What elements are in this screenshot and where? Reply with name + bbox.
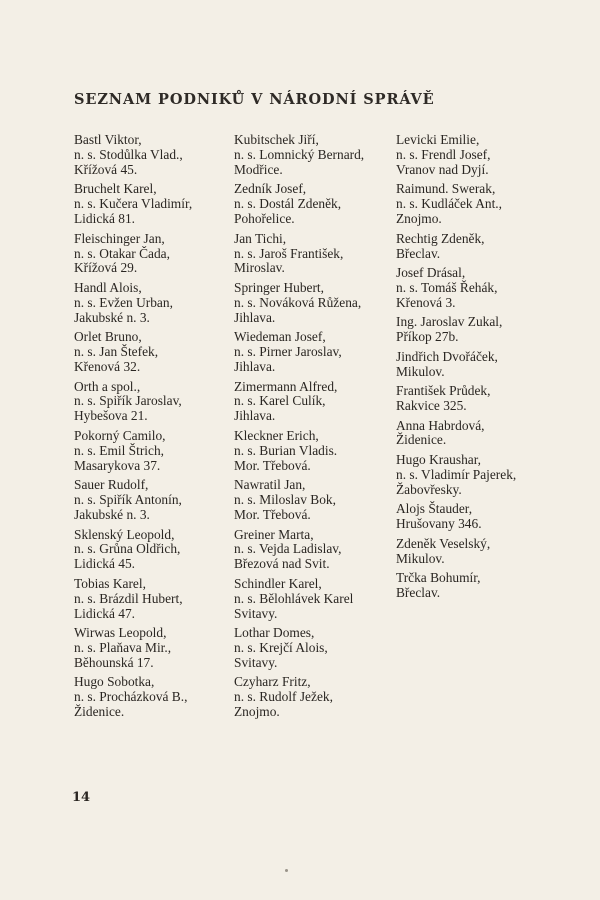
list-item: [234, 577, 392, 622]
enterprise-detail-line: n. s. Pirner Jaroslav,: [234, 344, 342, 360]
enterprise-detail-line: n. s. Bělohlávek Karel: [234, 590, 354, 606]
enterprise-detail-line: n. s. Brázdil Hubert,: [74, 590, 183, 606]
enterprise-detail-line: Mikulov.: [396, 550, 445, 566]
enterprise-detail-line: Mikulov.: [396, 363, 445, 379]
enterprise-name: Handl Alois,: [74, 279, 142, 295]
enterprise-detail-line: Jakubské n. 3.: [74, 507, 150, 522]
enterprise-detail-line: Rakvice 325.: [396, 398, 467, 414]
list-item: [396, 232, 556, 262]
enterprise-detail-line: Modřice.: [234, 161, 283, 177]
enterprise-name: Schindler Karel,: [234, 575, 322, 591]
enterprise-name: Levicki Emilie,: [396, 132, 480, 147]
enterprise-detail-line: n. s. Plaňava Mir.,: [74, 640, 172, 656]
enterprise-detail-line: Židenice.: [396, 432, 447, 448]
enterprise-detail-line: Vranov nad Dyjí.: [396, 161, 489, 177]
enterprise-name: Ing. Jaroslav Zukal,: [396, 314, 503, 330]
enterprise-detail-line: n. s. Jaroš František,: [234, 245, 344, 261]
enterprise-name: Orth a spol.,: [74, 378, 141, 394]
enterprise-detail-line: Březová nad Svit.: [234, 556, 330, 572]
list-column-2: [234, 133, 392, 725]
list-item: [74, 133, 224, 178]
enterprise-name: Lothar Domes,: [234, 625, 315, 641]
enterprise-detail-line: Lidická 81.: [74, 211, 135, 227]
enterprise-detail-line: Příkop 27b.: [396, 329, 459, 345]
enterprise-name: Rechtig Zdeněk,: [396, 230, 485, 246]
enterprise-name: Springer Hubert,: [234, 279, 324, 295]
enterprise-name: Raimund. Swerak,: [396, 181, 496, 197]
list-item: [234, 232, 392, 277]
enterprise-detail-line: n. s. Spiřík Antonín,: [74, 492, 182, 508]
enterprise-detail-line: Hybešova 21.: [74, 408, 148, 424]
list-item: [234, 380, 392, 425]
list-item: [396, 384, 556, 414]
list-item: [396, 419, 556, 449]
list-item: [396, 453, 556, 498]
enterprise-name: Sklenský Leopold,: [74, 526, 175, 542]
list-item: [74, 429, 224, 474]
enterprise-name: Trčka Bohumír,: [396, 570, 481, 586]
enterprise-detail-line: n. s. Spiřík Jaroslav,: [74, 393, 182, 409]
enterprise-name: Czyharz Fritz,: [234, 674, 311, 690]
enterprise-name: Alojs Štauder,: [396, 501, 473, 517]
enterprise-detail-line: Lidická 45.: [74, 556, 135, 572]
enterprise-detail-line: Břeclav.: [396, 585, 441, 600]
enterprise-detail-line: n. s. Dostál Zdeněk,: [234, 196, 342, 212]
enterprise-detail-line: n. s. Grůna Oldřich,: [74, 541, 181, 557]
list-item: [234, 675, 392, 720]
enterprise-detail-line: n. s. Emil Štrich,: [74, 442, 165, 458]
enterprise-detail-line: Křenová 32.: [74, 359, 141, 375]
list-item: [396, 350, 556, 380]
enterprise-detail-line: Jakubské n. 3.: [74, 309, 150, 325]
list-column-3: [396, 133, 556, 606]
enterprise-detail-line: Jihlava.: [234, 309, 276, 325]
list-item: [74, 281, 224, 326]
enterprise-name: Wirwas Leopold,: [74, 625, 167, 641]
enterprise-name: Sauer Rudolf,: [74, 477, 149, 493]
enterprise-detail-line: Jihlava.: [234, 408, 276, 424]
enterprise-name: Zimermann Alfred,: [234, 378, 338, 394]
list-item: [396, 315, 556, 345]
enterprise-detail-line: n. s. Krejčí Alois,: [234, 640, 328, 656]
enterprise-name: Bastl Viktor,: [74, 132, 142, 147]
list-item: [234, 429, 392, 474]
paper-speck: [285, 869, 288, 872]
list-item: [74, 577, 224, 622]
enterprise-detail-line: Křenová 3.: [396, 294, 456, 310]
list-item: [74, 478, 224, 523]
enterprise-name: Tobias Karel,: [74, 575, 146, 591]
enterprise-detail-line: n. s. Frendl Josef,: [396, 146, 491, 162]
page-number: 14: [72, 790, 91, 805]
enterprise-detail-line: Znojmo.: [234, 704, 280, 720]
enterprise-name: Anna Habrdová,: [396, 417, 485, 433]
enterprise-name: Bruchelt Karel,: [74, 181, 157, 197]
list-item: [74, 528, 224, 573]
enterprise-detail-line: n. s. Stodůlka Vlad.,: [74, 146, 183, 162]
list-item: [74, 330, 224, 375]
enterprise-name: Josef Drásal,: [396, 265, 466, 281]
list-item: [234, 478, 392, 523]
list-item: [234, 626, 392, 671]
enterprise-name: František Průdek,: [396, 383, 491, 399]
enterprise-name: Greiner Marta,: [234, 526, 314, 542]
enterprise-detail-line: Lidická 47.: [74, 605, 135, 621]
enterprise-detail-line: Mor. Třebová.: [234, 457, 311, 473]
enterprise-detail-line: Běhounská 17.: [74, 654, 154, 670]
list-item: [396, 266, 556, 311]
list-item: [234, 330, 392, 375]
enterprise-name: Jan Tichi,: [234, 230, 287, 246]
enterprise-detail-line: Křížová 45.: [74, 161, 138, 177]
enterprise-detail-line: n. s. Procházková B.,: [74, 689, 188, 705]
enterprise-name: Pokorný Camilo,: [74, 427, 166, 443]
enterprise-detail-line: Mor. Třebová.: [234, 507, 311, 522]
enterprise-detail-line: Masarykova 37.: [74, 457, 161, 473]
enterprise-detail-line: n. s. Nováková Růžena,: [234, 294, 362, 310]
enterprise-name: Zedník Josef,: [234, 181, 307, 197]
enterprise-detail-line: Jihlava.: [234, 359, 276, 375]
list-item: [234, 133, 392, 178]
list-item: [396, 537, 556, 567]
enterprise-detail-line: Hrušovany 346.: [396, 516, 482, 532]
enterprise-detail-line: n. s. Miloslav Bok,: [234, 492, 336, 508]
enterprise-name: Zdeněk Veselský,: [396, 535, 491, 551]
enterprise-name: Nawratil Jan,: [234, 477, 306, 493]
enterprise-detail-line: n. s. Otakar Čada,: [74, 245, 170, 261]
enterprise-detail-line: Svitavy.: [234, 654, 278, 670]
list-item: [74, 232, 224, 277]
list-item: [396, 502, 556, 532]
enterprise-name: Jindřich Dvořáček,: [396, 348, 498, 364]
enterprise-name: Orlet Bruno,: [74, 329, 142, 345]
enterprise-detail-line: n. s. Kučera Vladimír,: [74, 196, 193, 212]
enterprise-detail-line: Židenice.: [74, 704, 125, 720]
enterprise-detail-line: Miroslav.: [234, 260, 285, 276]
list-item: [74, 626, 224, 671]
enterprise-detail-line: Křížová 29.: [74, 260, 138, 276]
enterprise-detail-line: n. s. Evžen Urban,: [74, 294, 173, 310]
enterprise-detail-line: Znojmo.: [396, 211, 442, 227]
enterprise-detail-line: Svitavy.: [234, 605, 278, 621]
enterprise-detail-line: Žabovřesky.: [396, 481, 462, 497]
list-item: [74, 380, 224, 425]
enterprise-detail-line: n. s. Vejda Ladislav,: [234, 541, 342, 557]
enterprise-name: Fleischinger Jan,: [74, 230, 165, 246]
list-item: [234, 182, 392, 227]
enterprise-detail-line: n. s. Vladimír Pajerek,: [396, 466, 517, 482]
enterprise-name: Hugo Sobotka,: [74, 674, 155, 690]
enterprise-detail-line: n. s. Jan Štefek,: [74, 344, 159, 360]
enterprise-name: Hugo Kraushar,: [396, 451, 481, 467]
enterprise-name: Kleckner Erich,: [234, 427, 319, 443]
enterprise-detail-line: Břeclav.: [396, 245, 441, 261]
enterprise-detail-line: n. s. Kudláček Ant.,: [396, 196, 502, 212]
list-item: [396, 571, 556, 601]
list-item: [234, 528, 392, 573]
enterprise-detail-line: n. s. Tomáš Řehák,: [396, 279, 498, 295]
list-item: [234, 281, 392, 326]
list-item: [74, 182, 224, 227]
enterprise-detail-line: Pohořelice.: [234, 211, 295, 227]
list-item: [396, 133, 556, 178]
page-title: SEZNAM PODNIKŮ V NÁRODNÍ SPRÁVĚ: [74, 91, 435, 108]
list-column-1: [74, 133, 224, 725]
enterprise-detail-line: n. s. Rudolf Ježek,: [234, 689, 333, 705]
enterprise-detail-line: n. s. Karel Culík,: [234, 393, 326, 409]
list-item: [396, 182, 556, 227]
list-item: [74, 675, 224, 720]
enterprise-detail-line: n. s. Burian Vladis.: [234, 442, 338, 458]
enterprise-name: Wiedeman Josef,: [234, 329, 326, 345]
enterprise-detail-line: n. s. Lomnický Bernard,: [234, 146, 365, 162]
enterprise-name: Kubitschek Jiří,: [234, 132, 319, 147]
